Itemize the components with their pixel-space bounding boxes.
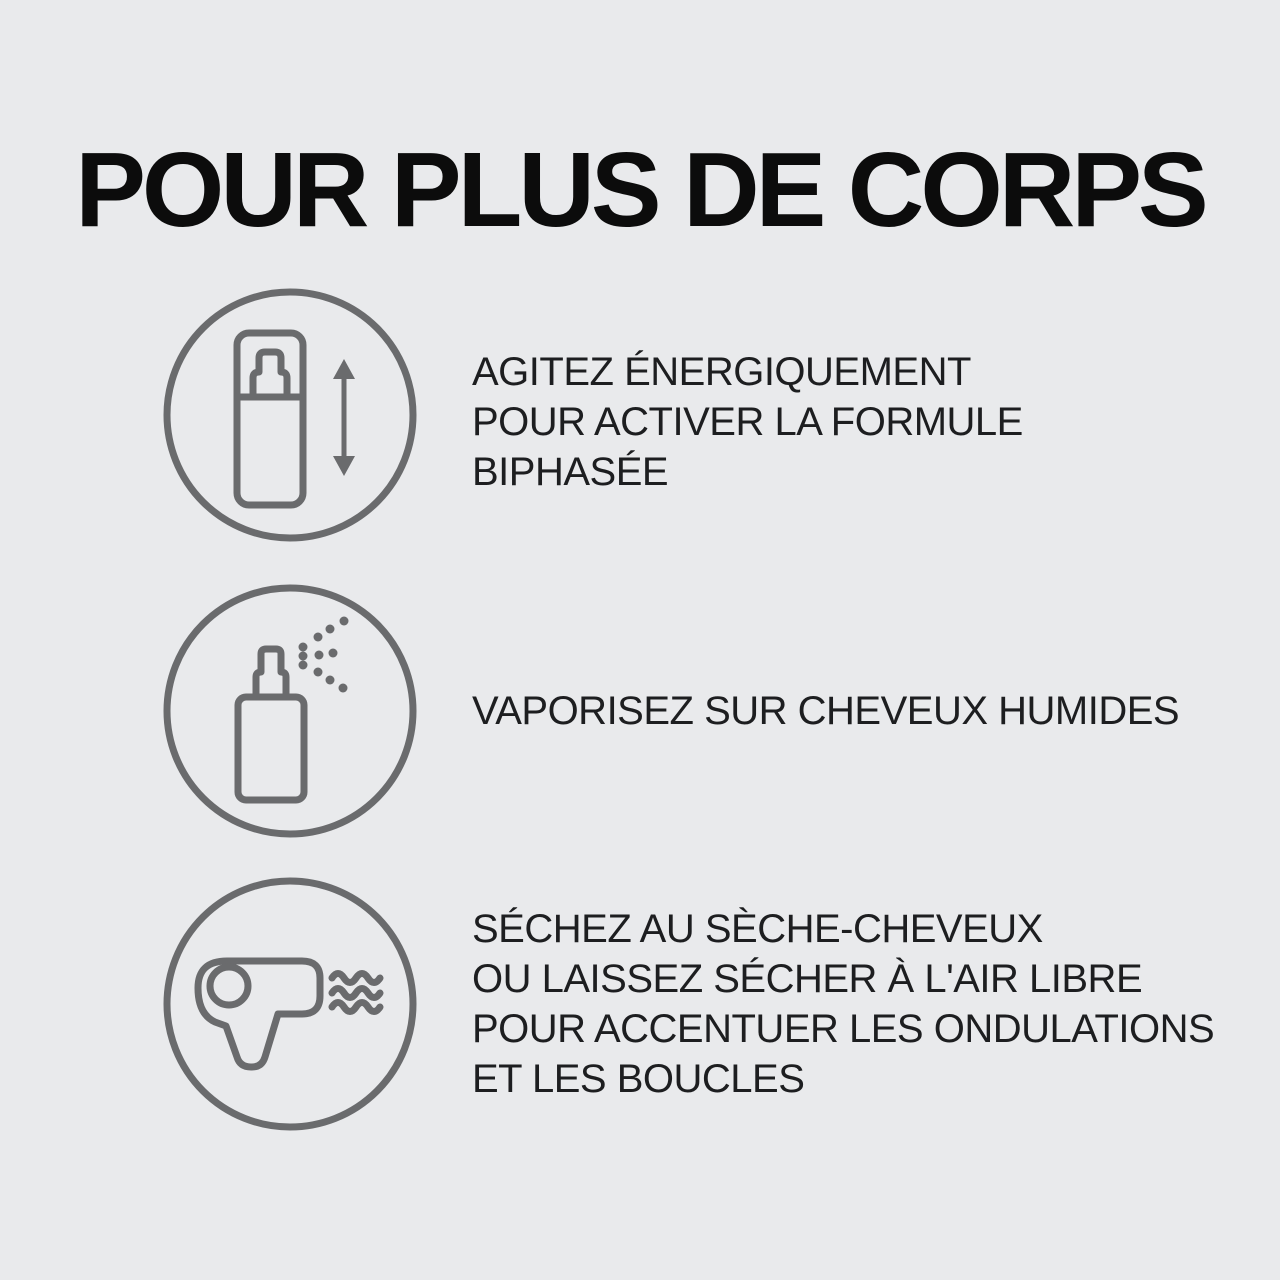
bottle-nozzle — [256, 649, 286, 697]
step-text-line: SÉCHEZ AU SÈCHE-CHEVEUX — [472, 907, 1043, 951]
spray-mist-dots — [299, 617, 349, 693]
step-row-shake — [163, 288, 1023, 542]
arrow-head-down — [333, 456, 355, 476]
bottle-body — [238, 697, 304, 800]
page-title: POUR PLUS DE CORPS — [75, 131, 1205, 250]
hair-dryer-icon — [163, 877, 417, 1131]
spray-bottle-icon — [163, 584, 417, 838]
dryer-intake — [210, 967, 248, 1005]
step-row-dry — [163, 877, 1214, 1131]
step-text-spray — [472, 686, 1179, 736]
shake-bottle-icon — [163, 288, 417, 542]
step-text-dry — [472, 904, 1214, 1104]
step-text-line: POUR ACTIVER LA FORMULE — [472, 400, 1023, 444]
step-text-line: VAPORISEZ SUR CHEVEUX HUMIDES — [472, 689, 1180, 733]
step-text-line: POUR ACCENTUER LES ONDULATIONS — [472, 1007, 1215, 1051]
circle-outline — [167, 292, 413, 538]
step-text-line: BIPHASÉE — [472, 450, 669, 494]
step-text-line: OU LAISSEZ SÉCHER À L'AIR LIBRE — [472, 957, 1143, 1001]
airflow-waves — [332, 974, 380, 1012]
step-text-line: ET LES BOUCLES — [472, 1057, 805, 1101]
circle-outline — [167, 881, 413, 1127]
arrow-head-up — [333, 359, 355, 379]
step-text-line: AGITEZ ÉNERGIQUEMENT — [472, 350, 971, 394]
bottle-pump — [253, 352, 287, 397]
bottle-body — [237, 333, 303, 505]
step-text-shake — [472, 347, 1023, 497]
step-row-spray — [163, 584, 1179, 838]
